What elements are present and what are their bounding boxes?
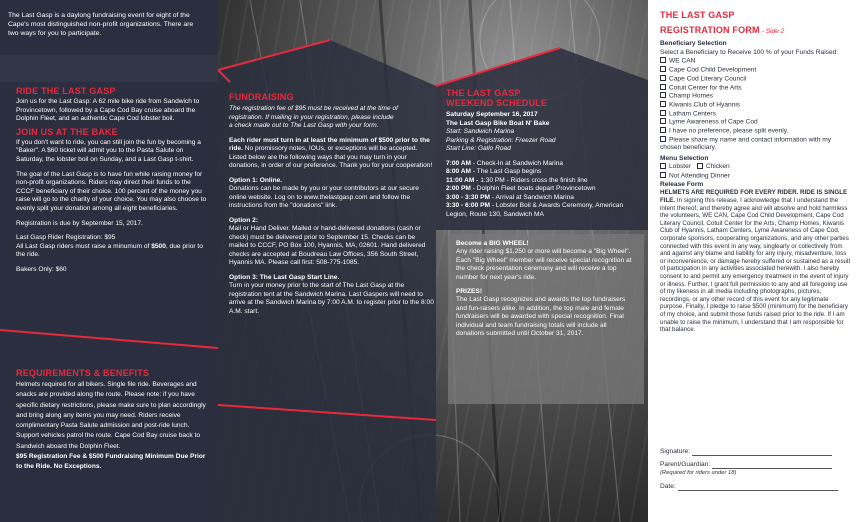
bakers-fee: Bakers Only: $60	[16, 265, 67, 273]
signature-line[interactable]: Signature:	[660, 448, 852, 456]
checkbox[interactable]	[660, 101, 666, 107]
beneficiary-option[interactable]: Lyme Awareness of Cape Cod	[660, 118, 852, 127]
fundraising-section	[229, 92, 434, 316]
big-wheel-text: Any rider raising $1,250 or more will become a "Big Wheel". Each "Big Wheel" member will receive special recognition at the check presentation ceremony and will receive a top number for next year's ride.	[456, 248, 632, 281]
ride-section	[16, 86, 208, 275]
bake-text-1: If you don't want to ride, you can still join the fun by becoming a "Baker". A $60 ticket will admit you to the Pasta Salute on Saturday, the lobster boil on Sunday, and a Last Gasp t-shirt.	[16, 138, 201, 163]
option3-text: Turn in your money prior to the start of The Last Gasp at the registration tent at the Sandwich Marina. Last Gaspers will need to arrive at the Sandwich Marina by 7:00 A.M. to register prior to the 8:00 A.M. start.	[229, 282, 434, 315]
ride-heading: RIDE THE LAST GASP	[16, 86, 116, 96]
checkbox[interactable]	[660, 136, 666, 142]
checkbox[interactable]	[660, 163, 666, 169]
beneficiary-intro: Select a Beneficiary to Receive 100 % of your Funds Raised:	[660, 49, 839, 57]
no-preference-option[interactable]: I have no preference, please split evenly.	[660, 127, 852, 136]
beneficiary-option[interactable]: Champ Homes	[660, 92, 852, 101]
schedule-item: 3:00 - 3:30 PM - Arrival at Sandwich Marina	[446, 193, 574, 201]
signature-block	[660, 448, 852, 491]
schedule-parking: Parking & Registration: Freezer Road	[446, 136, 556, 144]
bake-text-2: The goal of the Last Gasp is to have fun while raising money for non-profit organizations. Riders may direct their funds to the CCCF beneficiary of their choice. 100 percent of the money you raise will go to the charity of your choice. You may also choose to evenly split your donation among all eight beneficiaries.	[16, 170, 207, 212]
beneficiary-option[interactable]: WE CAN	[660, 57, 852, 66]
checkbox[interactable]	[660, 110, 666, 116]
option2-text: Mail or Hand Deliver. Mailed or hand-delivered donations (cash or check) must be delivered prior to September 15. Checks can be mailed to CCCF, PO Box 100, Hyannis, MA, 02601. Hand delivered checks are accepted at Boudreau Law Offices, 356 South Street, Hyannis MA. Please call first: 508-775-1085.	[229, 225, 426, 266]
beneficiary-list	[660, 57, 852, 152]
form-title-1: THE LAST GASP	[660, 10, 735, 20]
menu-chicken-option[interactable]: Chicken	[697, 163, 730, 170]
rider-registration-fee: Last Gasp Rider Registration: $95	[16, 234, 116, 242]
big-wheel-heading: Become a BIG WHEEL!	[456, 240, 529, 247]
share-info-option[interactable]: Please share my name and contact information with my chosen beneficiary.	[660, 136, 831, 152]
option1-title: Option 1: Online.	[229, 176, 283, 184]
beneficiary-option[interactable]: Latham Centers	[660, 110, 852, 119]
checkbox[interactable]	[660, 66, 666, 72]
schedule-item: 2:00 PM - Dolphin Fleet boats depart Provincetown	[446, 185, 596, 192]
requirements-text: Helmets required for all bikers. Single file ride. Beverages and snacks are provided along the route. Please note: if you have specific dietary restrictions, please make sure to plan accordingly and bring along any items you may need. Riders receive complimentary Pasta Salute admission and post-ride lunch. Support vehicles patrol the route. Cape Cod Bay cruise back to Sandwich aboard the Dolphin Fleet.	[16, 381, 206, 450]
prizes-heading: PRIZES!	[456, 288, 483, 296]
beneficiary-option[interactable]: Cape Cod Child Development	[660, 66, 852, 75]
form-title-2: REGISTRATION FORM - Side 2	[660, 25, 785, 35]
beneficiary-option[interactable]: Kiwanis Club of Hyannis	[660, 101, 852, 110]
schedule-item: 8:00 AM - The Last Gasp begins	[446, 168, 542, 175]
ride-text: Join us for the Last Gasp: A 62 mile bike ride from Sandwich to Provincetown, followed by a Cape Cod Bay cruise aboard the Dolphin Fleet, and an authentic Cape Cod lobster boil.	[16, 98, 200, 123]
schedule-start: Start: Sandwich Marina	[446, 128, 515, 135]
prizes-text: The Last Gasp recognizes and awards the top fundraisers and fun-raisers alike. In addition, the top male and female fundraisers will be awarded with special recognition. Final individual and team fundraising totals will include all donations submitted until October 31, 2017.	[456, 296, 626, 338]
fundraising-intro: The registration fee of $95 must be received at the time of registration. If mailing in your registration, please include a check made out to The Last Gasp with your form.	[229, 105, 398, 129]
beneficiary-heading: Beneficiary Selection	[660, 40, 727, 47]
date-line[interactable]: Date:	[660, 483, 852, 491]
bake-heading: JOIN US AT THE BAKE	[16, 126, 118, 137]
checkbox[interactable]	[660, 92, 666, 98]
checkbox[interactable]	[660, 57, 666, 63]
schedule-item: 11:00 AM - 1:30 PM - Riders cross the finish line	[446, 176, 588, 184]
option2-title: Option 2:	[229, 216, 258, 224]
schedule-heading-2: WEEKEND SCHEDULE	[446, 98, 548, 108]
schedule-list	[446, 160, 641, 220]
intro-text: The Last Gasp is a daylong fundraising event for eight of the Cape's most distinguished non-profit organizations. There are two ways for you to participate.	[8, 12, 194, 37]
checkbox[interactable]	[660, 118, 666, 124]
requirements-bold: $95 Registration Fee & $500 Fundraising Minimum Due Prior to the Ride. No Exceptions.	[16, 453, 206, 471]
schedule-start-line: Start Line: Gallo Road	[446, 145, 511, 152]
requirements-heading: REQUIREMENTS & BENEFITS	[16, 368, 150, 378]
big-wheel-box	[448, 234, 644, 404]
schedule-section	[446, 88, 641, 219]
fundraising-rules: Each rider must turn in at least the minimum of $500 prior to the ride. No promissory notes, IOUs, or exceptions will be accepted. Listed below are the following ways that you may turn in your donations, in order of our preference. Thank you for your cooperation!	[229, 136, 433, 169]
menu-not-attending-option[interactable]: Not Attending Dinner	[660, 172, 852, 181]
checkbox[interactable]	[660, 172, 666, 178]
fundraising-heading: FUNDRAISING	[229, 92, 294, 102]
requirements-section	[16, 368, 208, 473]
checkbox[interactable]	[660, 84, 666, 90]
schedule-heading-1: THE LAST GASP	[446, 88, 521, 98]
checkbox[interactable]	[660, 75, 666, 81]
menu-options	[660, 163, 852, 172]
registration-due: Registration is due by September 15, 2017.	[16, 219, 143, 227]
schedule-day: Saturday September 16, 2017	[446, 111, 538, 118]
beneficiary-option[interactable]: Cotuit Center for the Arts	[660, 84, 852, 93]
schedule-item: 7:00 AM - Check-In at Sandwich Marina	[446, 159, 564, 167]
option1-text: Donations can be made by you or your contributors at our secure online website. Log on to www.thelastgasp.com and follow the instructions from the "donations" link.	[229, 185, 419, 209]
checkbox[interactable]	[697, 163, 703, 169]
beneficiary-option[interactable]: Cape Cod Literary Council	[660, 75, 852, 84]
registration-form	[648, 0, 860, 522]
release-heading: Release Form	[660, 181, 704, 189]
release-text: HELMETS ARE REQUIRED FOR EVERY RIDER. RIDE IS SINGLE FILE. In signing this release, I acknowledge that I understand the intent thereof, and thereby agree and will absolve and hold harmless the volunteers, WE CAN, Cape Cod Child Development, Cape Cod Literary Council, Cotuit Center for the Arts, Champ Homes, Kiwanis Club of Hyannis, Latham Centers, Lyme Awareness of Cape Cod, corporate sponsors, cooperating organizations, and any other parties connected with this event in any way, singlearly or collectively from and against any blame and liability for any injury, misadventure, loss or inconvenience, or damage hereby suffered or sustained as a result of participation in any activities associated herewith. I also hereby consent to and permit any emergency treatment in the event of injury or illness. Further, I grant full permission to any and all foregoing use of my likeness in all media including photographs, pictures, recordings, or any other record of this event for any legitimate purpose. Finally, I pledge to raise $500 (minimum) for the beneficiary of my choice, and submit those funds raised prior to the ride. If I am unable to raise the minimum, I understand that I am responsible for that balance.	[660, 189, 851, 334]
parent-guardian-line[interactable]: Parent/Guardian:	[660, 461, 852, 469]
menu-heading: Menu Selection	[660, 154, 709, 162]
parent-note: (Required for riders under 18)	[660, 470, 737, 477]
menu-lobster-option[interactable]: Lobster	[660, 163, 691, 170]
schedule-event-title: The Last Gasp Bike Boat N' Bake	[446, 119, 550, 127]
minimum-raise: All Last Gasp riders must raise a minumum of $500, due prior to the ride.	[16, 242, 203, 259]
option3-title: Option 3: The Last Gasp Start Line.	[229, 273, 340, 281]
schedule-item: 3:30 - 6:00 PM - Lobster Boil & Awards Ceremony, American Legion, Route 130, Sandwich MA	[446, 202, 624, 218]
checkbox[interactable]	[660, 127, 666, 133]
